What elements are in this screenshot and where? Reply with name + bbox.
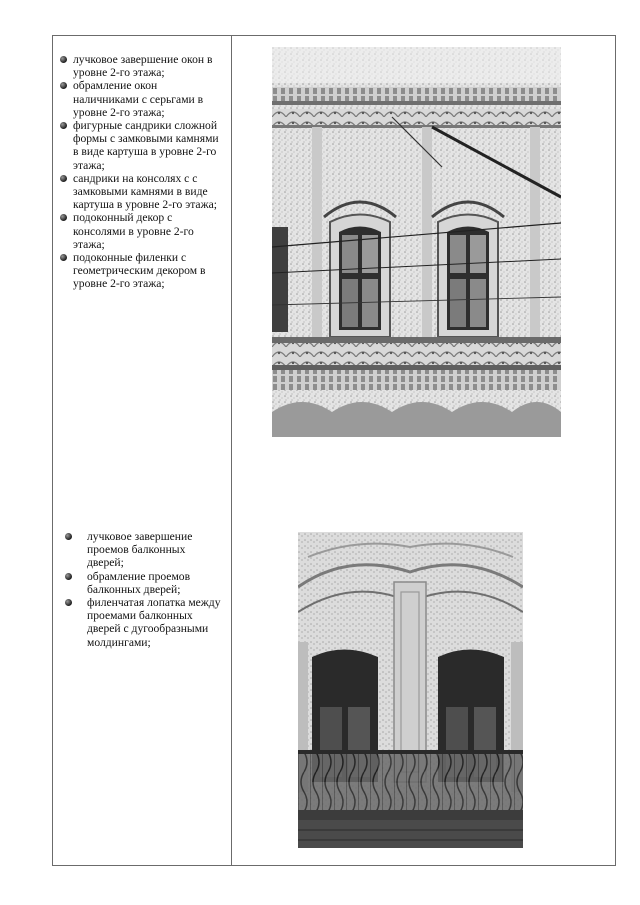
bullet-icon xyxy=(65,533,72,540)
feature-list-windows xyxy=(57,53,221,291)
list-item xyxy=(57,211,221,251)
list-item-text: подоконный декор с консолями в уровне 2-го этажа; xyxy=(73,211,194,251)
list-item xyxy=(57,119,221,172)
bullet-icon xyxy=(60,122,67,129)
list-item-text: подоконные филенки с геометрическим декором в уровне 2-го этажа; xyxy=(73,251,206,291)
list-item xyxy=(61,570,221,596)
list-item-text: фигурные сандрики сложной формы с замковыми камнями в виде картуша в уровне 2-го этажа; xyxy=(73,119,219,172)
list-item-text: обрамление проемов балконных дверей; xyxy=(87,569,191,596)
bullet-icon xyxy=(60,82,67,89)
bullet-icon xyxy=(60,254,67,261)
list-item xyxy=(57,79,221,119)
bullet-icon xyxy=(60,56,67,63)
list-item xyxy=(57,172,221,212)
bullet-icon xyxy=(65,599,72,606)
list-item-text: лучковое завершение проемов балконных дверей; xyxy=(87,530,193,570)
balcony-doors-photo xyxy=(298,532,523,848)
list-item xyxy=(61,596,221,649)
bullet-icon xyxy=(65,573,72,580)
bullet-icon xyxy=(60,214,67,221)
list-item xyxy=(57,251,221,291)
list-item-text: филенчатая лопатка между проемами балконных дверей с дугообразными молдингами; xyxy=(87,596,221,649)
list-item-text: обрамление окон наличниками с серьгами в уровне 2-го этажа; xyxy=(73,79,204,119)
list-item xyxy=(61,530,221,570)
list-item-text: сандрики на консолях с с замковыми камнями в виде картуша в уровне 2-го этажа; xyxy=(73,171,217,212)
feature-list-balcony xyxy=(61,530,221,649)
list-item-text: лучковое завершение окон в уровне 2-го этажа; xyxy=(73,53,213,80)
list-item xyxy=(57,53,221,79)
facade-windows-photo xyxy=(272,47,561,437)
bullet-icon xyxy=(60,175,67,182)
column-divider xyxy=(231,35,232,866)
